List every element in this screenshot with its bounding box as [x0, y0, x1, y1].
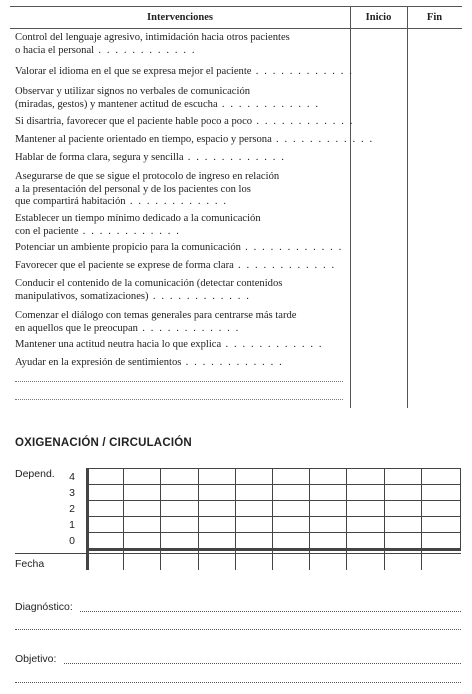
intervention-line-text: que compartirá habitación — [15, 196, 126, 208]
objective-label: Objetivo: — [15, 653, 57, 665]
intervention-text — [15, 152, 343, 165]
grid-column-line — [384, 468, 385, 570]
intervention-line-text: en aquellos que le preocupan — [15, 322, 138, 334]
intervention-text: Asegurarse de que se sigue el protocolo de ingreso en relación — [15, 171, 280, 182]
dependency-grid[interactable] — [86, 468, 461, 570]
date-label: Fecha — [15, 558, 45, 570]
intervention-text — [15, 242, 343, 255]
intervention-row — [15, 134, 374, 147]
intervention-text — [15, 323, 343, 336]
intervention-row — [15, 357, 315, 370]
grid-column-line — [123, 468, 124, 570]
grid-base-line — [86, 548, 461, 551]
intervention-line-text: Ayudar en la expresión de sentimientos — [15, 357, 182, 368]
date-row-divider — [15, 553, 461, 554]
intervention-row — [15, 213, 315, 238]
grid-row-line — [86, 468, 461, 469]
intervention-line-text: Hablar de forma clara, segura y sencilla — [15, 152, 184, 163]
leader-dots: . . . . . . . . . . . . — [240, 242, 343, 253]
grid-column-line — [346, 468, 347, 570]
grid-right-border — [460, 468, 461, 551]
leader-dots: . . . . . . . . . . . . — [233, 260, 336, 271]
grid-column-line — [235, 468, 236, 570]
intervention-text — [15, 99, 343, 112]
dependency-level-label: 3 — [69, 487, 75, 499]
grid-row-line — [86, 500, 461, 501]
intervention-text: Comenzar el diálogo con temas generales para centrarse más tarde — [15, 310, 297, 321]
intervention-line-text: Mantener una actitud neutra hacia lo que explica — [15, 339, 222, 350]
grid-column-line — [309, 468, 310, 570]
intervention-line-text: manipulativos, somatizaciones) — [15, 290, 149, 302]
intervention-line-text: Valorar el idioma en el que se expresa mejor el paciente — [15, 66, 252, 77]
intervention-text — [15, 134, 374, 147]
diagnosis-field-line-1[interactable] — [80, 611, 461, 612]
intervention-row — [15, 86, 320, 111]
intervention-row — [15, 66, 354, 79]
intervention-line-text: Mantener al paciente orientado en tiempo, espacio y persona — [15, 134, 272, 145]
intervention-row — [15, 152, 315, 165]
diagnosis-field-line-2[interactable] — [15, 629, 461, 630]
header-end: Fin — [426, 12, 443, 23]
objective-field-line-1[interactable] — [64, 663, 461, 664]
table-top-border — [10, 6, 462, 7]
interventions-table — [10, 6, 462, 408]
intervention-line-text: (miradas, gestos) y mantener actitud de escucha — [15, 98, 218, 110]
intervention-row — [15, 339, 324, 352]
header-start: Inicio — [365, 12, 392, 23]
grid-column-line — [272, 468, 273, 570]
intervention-text — [15, 45, 343, 58]
intervention-text — [15, 66, 354, 79]
grid-axis-line — [86, 468, 89, 570]
intervention-line-text: Potenciar un ambiente propicio para la comunicación — [15, 242, 241, 253]
dependency-label: Depend. — [15, 468, 55, 480]
leader-dots: . . . . . . . . . . . . — [217, 98, 320, 110]
intervention-text — [15, 226, 343, 239]
intervention-line-text: Si disartria, favorecer que el paciente hable poco a poco — [15, 116, 253, 127]
intervention-text: Establecer un tiempo mínimo dedicado a la comunicación — [15, 213, 261, 224]
dependency-level-label: 4 — [69, 471, 75, 483]
intervention-text — [15, 196, 343, 209]
grid-row-line — [86, 484, 461, 485]
grid-row-line — [86, 532, 461, 533]
intervention-row — [15, 242, 343, 255]
section-title: OXIGENACIÓN / CIRCULACIÓN — [15, 437, 192, 449]
intervention-text: Control del lenguaje agresivo, intimidación hacia otros pacientes — [15, 32, 290, 43]
intervention-text — [15, 357, 343, 370]
intervention-line-text: con el paciente — [15, 225, 79, 237]
leader-dots: . . . . . . . . . . . . — [251, 66, 354, 77]
intervention-row — [15, 32, 315, 57]
dependency-level-label: 0 — [69, 535, 75, 547]
intervention-line-text: Favorecer que el paciente se exprese de forma clara — [15, 260, 234, 271]
blank-entry-line-2 — [15, 399, 343, 400]
intervention-text: Conducir el contenido de la comunicación (detectar contenidos — [15, 278, 283, 289]
header-interventions: Intervenciones — [147, 12, 213, 23]
intervention-text: Observar y utilizar signos no verbales de comunicación — [15, 86, 251, 97]
leader-dots: . . . . . . . . . . . . — [221, 339, 324, 350]
intervention-text: a la presentación del personal y de los pacientes con los — [15, 183, 251, 195]
leader-dots: . . . . . . . . . . . . — [78, 225, 181, 237]
leader-dots: . . . . . . . . . . . . — [125, 196, 228, 208]
dependency-level-label: 2 — [69, 503, 75, 515]
leader-dots: . . . . . . . . . . . . — [148, 290, 251, 302]
grid-column-line — [421, 468, 422, 570]
leader-dots: . . . . . . . . . . . . — [271, 134, 374, 145]
table-header-divider — [10, 28, 462, 29]
leader-dots: . . . . . . . . . . . . — [181, 357, 284, 368]
leader-dots: . . . . . . . . . . . . — [252, 116, 355, 127]
objective-field-line-2[interactable] — [15, 682, 461, 683]
intervention-line-text: o hacia el personal — [15, 44, 95, 56]
grid-row-line — [86, 516, 461, 517]
leader-dots: . . . . . . . . . . . . — [183, 152, 286, 163]
intervention-text — [15, 260, 343, 273]
leader-dots: . . . . . . . . . . . . — [94, 44, 197, 56]
dependency-level-label: 1 — [69, 519, 75, 531]
intervention-text — [15, 339, 343, 352]
intervention-row — [15, 310, 315, 335]
intervention-row — [15, 171, 315, 209]
grid-column-line — [160, 468, 161, 570]
leader-dots: . . . . . . . . . . . . — [137, 322, 240, 334]
grid-column-line — [198, 468, 199, 570]
blank-entry-line-1 — [15, 381, 343, 382]
diagnosis-label: Diagnóstico: — [15, 601, 73, 613]
column-divider-end — [407, 6, 408, 408]
intervention-text — [15, 291, 343, 304]
intervention-row — [15, 116, 355, 129]
intervention-text — [15, 116, 355, 129]
intervention-row — [15, 260, 336, 273]
intervention-row — [15, 278, 315, 303]
